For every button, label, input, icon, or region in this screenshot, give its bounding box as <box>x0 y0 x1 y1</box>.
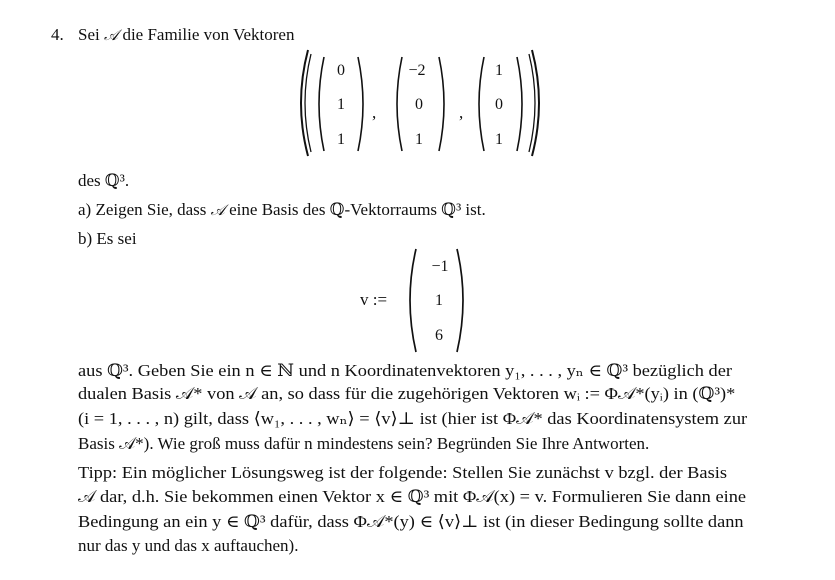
tip-line: Bedingung an ein y ∈ ℚ³ dafür, dass Φ𝒜*(y) ∈ ⟨v⟩⊥ ist (in dieser Bedingung sollte dann <box>78 512 744 531</box>
part-a <box>78 201 486 218</box>
v-entry: 1 <box>435 292 443 309</box>
vec1-right-paren <box>356 56 368 152</box>
v-right-paren <box>455 248 469 353</box>
vec1-entry: 0 <box>337 62 345 79</box>
part-a-text-post: eine Basis des ℚ-Vektorraums ℚ³ ist. <box>229 200 486 219</box>
paragraph-line: (i = 1, . . . , n) gilt, dass ⟨w₁, . . . , wₙ⟩ = ⟨v⟩⊥ ist (hier ist Φ𝒜* das Koordinatensystem zur <box>78 409 748 428</box>
paragraph-line: Basis 𝒜*). Wie groß muss dafür n mindestens sein? Begründen Sie Ihre Antworten. <box>78 434 650 453</box>
intro-post: die Familie von Vektoren <box>122 25 295 44</box>
vec3-entry: 0 <box>495 96 503 113</box>
part-b-label: b) <box>78 229 93 248</box>
tip-line: nur das y und das x auftauchen). <box>78 536 299 555</box>
v-label: v := <box>360 290 388 309</box>
v-entry: 6 <box>435 327 443 344</box>
vec1-entry: 1 <box>337 96 345 113</box>
tip-line: Tipp: Ein möglicher Lösungsweg ist der folgende: Stellen Sie zunächst v bzgl. der Basis <box>78 463 727 482</box>
vec3-entry: 1 <box>495 131 503 148</box>
des-line: des ℚ³. <box>78 171 130 190</box>
part-a-text-pre: Zeigen Sie, dass <box>95 200 207 219</box>
vec1-left-paren <box>314 56 326 152</box>
family-symbol: 𝒜 <box>210 201 225 219</box>
paragraph-line: dualen Basis 𝒜* von 𝒜 an, so dass für die zugehörigen Vektoren wᵢ := Φ𝒜*(yᵢ) in (ℚ³)* <box>78 384 736 403</box>
paragraph-line: aus ℚ³. Geben Sie ein n ∈ ℕ und n Koordinatenvektoren y₁, . . . , yₙ ∈ ℚ³ bezüglich der <box>78 361 733 380</box>
tip-line: 𝒜 dar, d.h. Sie bekommen einen Vektor x ∈ ℚ³ mit Φ𝒜(x) = v. Formulieren Sie dann eine <box>78 487 747 506</box>
family-symbol: 𝒜 <box>103 26 119 44</box>
vec2-right-paren <box>437 56 449 152</box>
part-a-label: a) <box>78 200 92 219</box>
outer-left-paren <box>293 48 313 158</box>
vec2-entry: −2 <box>408 62 426 79</box>
vector-separator: , <box>372 103 377 122</box>
problem-number: 4. <box>51 25 64 44</box>
v-left-paren <box>404 248 418 353</box>
part-b-intro <box>78 230 137 247</box>
vector-separator: , <box>459 103 464 122</box>
outer-right-paren <box>527 48 547 158</box>
intro-line <box>78 26 294 43</box>
vec2-entry: 1 <box>415 131 423 148</box>
vec1-entry: 1 <box>337 131 345 148</box>
v-entry: −1 <box>431 258 449 275</box>
part-b-text: Es sei <box>96 229 137 248</box>
vec2-entry: 0 <box>415 96 423 113</box>
vec3-entry: 1 <box>495 62 503 79</box>
intro-pre: Sei <box>78 25 100 44</box>
vec3-right-paren <box>515 56 527 152</box>
